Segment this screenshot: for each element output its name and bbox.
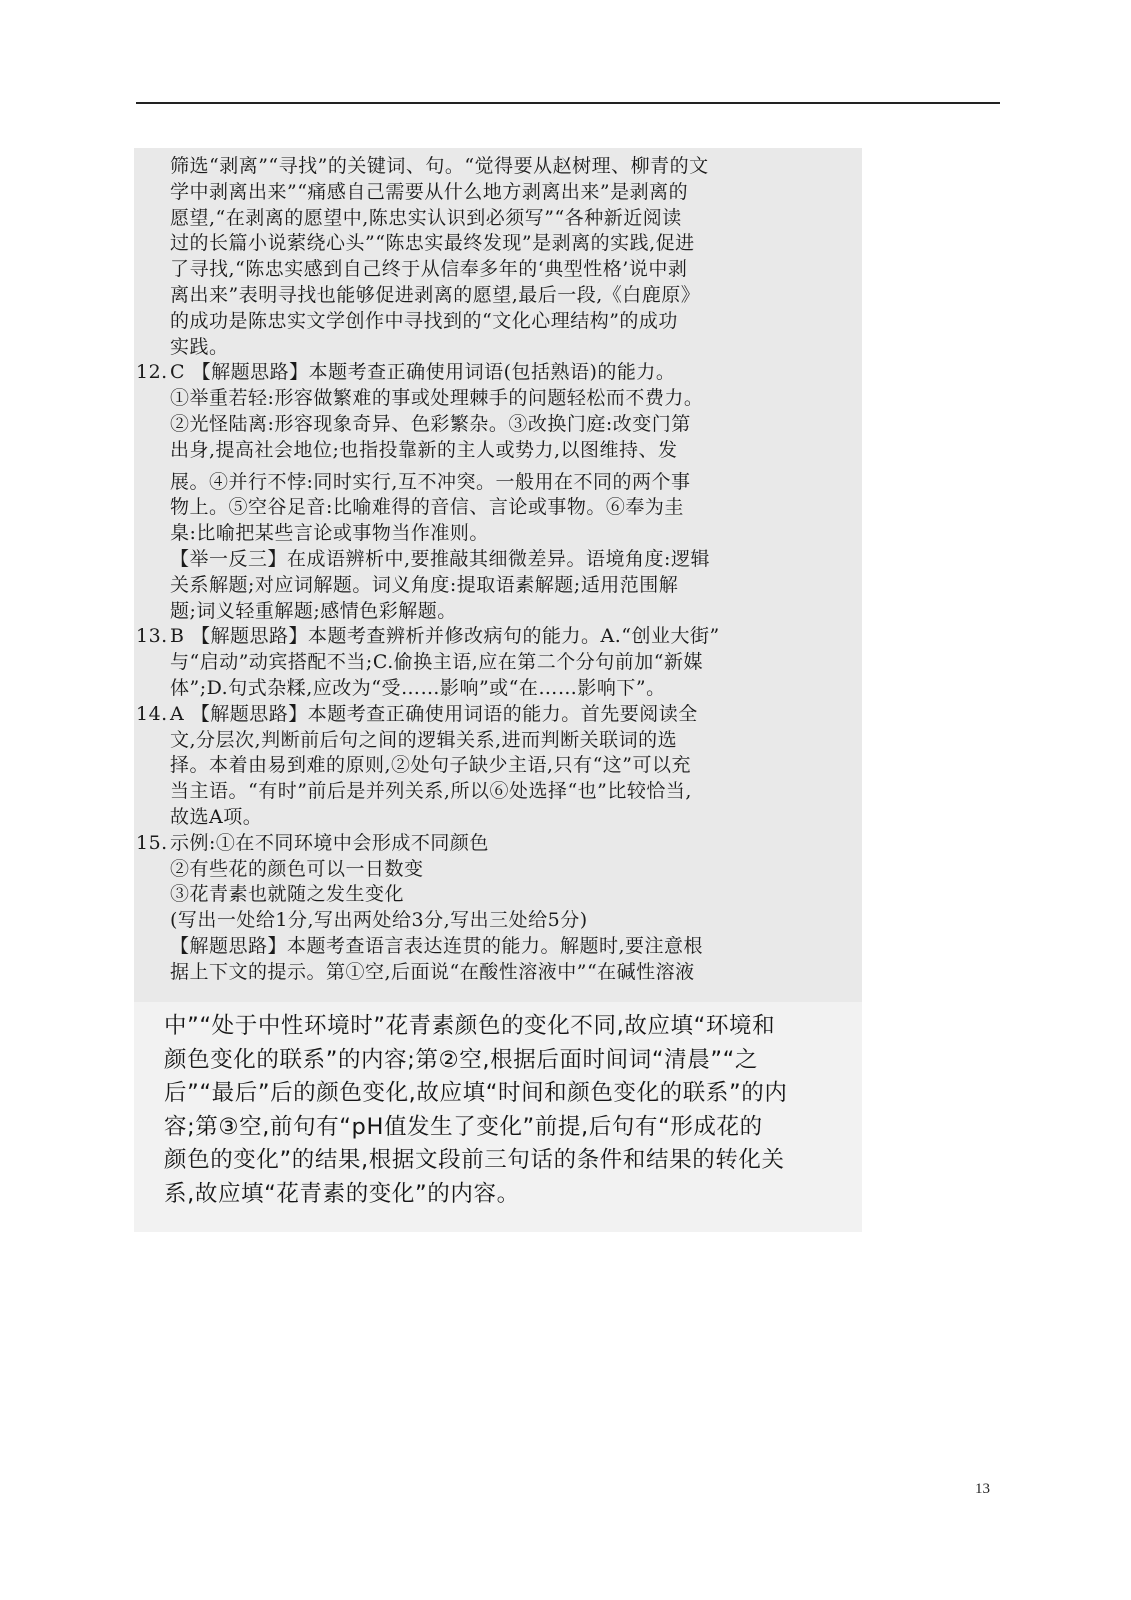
text-line: ①举重若轻:形容做繁难的事或处理棘手的问题轻松而不费力。 [170,387,704,410]
text-line: ②光怪陆离:形容现象奇异、色彩繁杂。③改换门庭:改变门第 [170,412,691,435]
question-number: 15. [136,831,168,854]
text-line: 择。本着由易到难的原则,②处句子缺少主语,只有“这”可以充 [170,754,692,777]
text-line: 过的长篇小说萦绕心头”“陈忠实最终发现”是剥离的实践,促进 [170,232,695,255]
text-line: 颜色的变化”的结果,根据文段前三句话的条件和结果的转化关 [164,1147,785,1174]
text-line: 出身,提高社会地位;也指投靠新的主人或势力,以图维持、发 [170,438,678,461]
text-line: 据上下文的提示。第①空,后面说“在酸性溶液中”“在碱性溶液 [170,960,695,983]
continuation-block [134,1002,862,1232]
text-line: 关系解题;对应词解题。词义角度:提取语素解题;适用范围解 [170,573,679,596]
text-line: 体”;D.句式杂糅,应改为“受……影响”或“在……影响下”。 [170,676,666,699]
text-line: 展。④并行不悖:同时实行,互不冲突。一般用在不同的两个事 [170,470,691,493]
text-line: ②有些花的颜色可以一日数变 [170,857,424,880]
page-number: 13 [975,1481,990,1497]
text-line: 题;词义轻重解题;感情色彩解题。 [170,599,457,622]
intro-paragraph [170,154,848,360]
answer-first-line: 15. 示例:①在不同环境中会形成不同颜色 [136,831,848,857]
text-line: 系,故应填“花青素的变化”的内容。 [164,1180,520,1207]
question-number: 12. [136,361,168,384]
text-line: 容;第③空,前句有“pH值发生了变化”前提,后句有“形成花的 [164,1113,763,1140]
answer-13 [136,624,848,701]
text-line: 愿望,“在剥离的愿望中,陈忠实认识到必须写”“各种新近阅读 [170,206,682,229]
text-line: (写出一处给1分,写出两处给3分,写出三处给5分) [170,909,588,932]
answer-first-line: 14. A 【解题思路】本题考查正确使用词语的能力。首先要阅读全 [136,702,848,728]
text-line: 中”“处于中性环境时”花青素颜色的变化不同,故应填“环境和 [164,1013,776,1039]
text-line: 了寻找,“陈忠实感到自己终于从信奉多年的‘典型性格’说中剥 [170,258,688,281]
answer-12 [136,360,848,624]
header-rule [136,102,1000,104]
answer-first-line: 12. C 【解题思路】本题考查正确使用词语(包括熟语)的能力。 [136,360,848,386]
text-line: 臬:比喻把某些言论或事物当作准则。 [170,522,489,545]
text-line: 与“启动”动宾搭配不当;C.偷换主语,应在第二个分句前加“新媒 [170,651,703,674]
text-line: 【解题思路】本题考查语言表达连贯的能力。解题时,要注意根 [170,934,704,957]
text-line: 【举一反三】在成语辨析中,要推敲其细微差异。语境角度:逻辑 [170,547,710,570]
text-line: 的成功是陈忠实文学创作中寻找到的“文化心理结构”的成功 [170,309,678,332]
question-number: 13. [136,625,168,648]
text-line: 后”“最后”后的颜色变化,故应填“时间和颜色变化的联系”的内 [164,1080,788,1107]
text-line: 筛选“剥离”“寻找”的关键词、句。“觉得要从赵树理、柳青的文 [170,155,709,177]
text-line: 故选A项。 [170,805,263,828]
text-line: 文,分层次,判断前后句之间的逻辑关系,进而判断关联词的选 [170,728,678,751]
text-line: ③花青素也就随之发生变化 [170,883,405,906]
text-line: 当主语。“有时”前后是并列关系,所以⑥处选择“也”比较恰当, [170,780,692,803]
scanned-answer-block [134,148,862,1002]
text-line: 离出来”表明寻找也能够促进剥离的愿望,最后一段,《白鹿原》 [170,283,701,306]
answer-15 [136,831,848,986]
text-line: 学中剥离出来”“痛感自己需要从什么地方剥离出来”是剥离的 [170,180,689,203]
answer-14 [136,702,848,831]
text-line: 物上。⑤空谷足音:比喻难得的音信、言论或事物。⑥奉为圭 [170,496,684,519]
text-line: 颜色变化的联系”的内容;第②空,根据后面时间词“清晨”“之 [164,1046,758,1073]
question-number: 14. [136,702,168,725]
answer-first-line: 13. B 【解题思路】本题考查辨析并修改病句的能力。A.“创业大街” [136,624,848,650]
text-line: 实践。 [170,335,229,358]
